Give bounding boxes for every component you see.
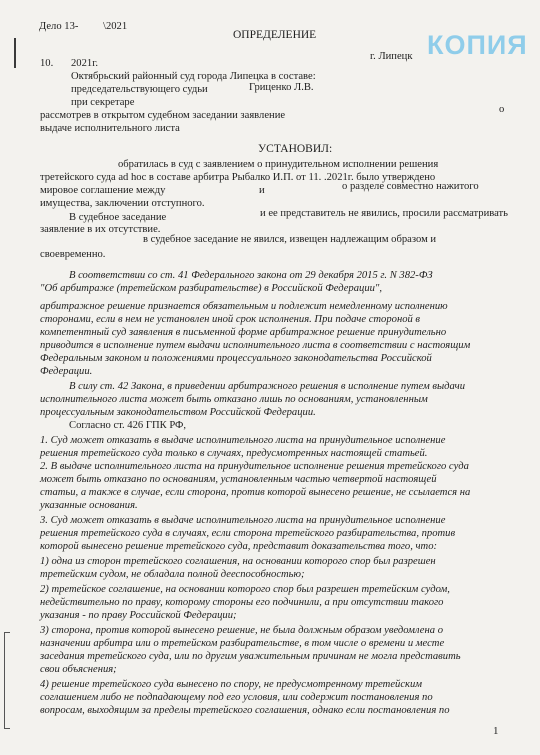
court-line-1: Октябрьский районный суд города Липецка в составе:	[71, 71, 316, 82]
law-line-29: заседания третейского суда, или по другим уважительным причинам не могла представить	[40, 651, 461, 662]
para-2-line-1a: В судебное заседание	[69, 212, 167, 223]
date-year: 2021г.	[71, 58, 98, 69]
court-line-4-end: о	[499, 104, 505, 115]
para-1-line-3c: о разделе совместно нажитого	[342, 181, 479, 192]
law-line-30: свои объяснения;	[40, 664, 117, 675]
law-line-5: компетентный суд заявления в письменной форме арбитражное решение принудительно	[40, 327, 447, 338]
law-line-4: сторонами, если в нем не установлен иной срок исполнения. При подаче стороной в	[40, 314, 421, 325]
law-line-8: Федерации.	[40, 366, 93, 377]
law-line-17: статьи, а также в случае, если сторона, против которой вынесено решение, не ссылается на	[40, 487, 471, 498]
para-1-line-1: обратилась в суд с заявлением о принудительном исполнении решения	[118, 159, 439, 170]
law-line-28: назначении арбитра или о третейском разбирательстве, в том числе о времени и месте	[40, 638, 445, 649]
page-number: 1	[493, 725, 499, 737]
para-1-line-3a: мировое соглашение между	[40, 185, 166, 196]
para-1-line-4: имущества, заключении отступного.	[40, 198, 205, 209]
law-line-15: 2. В выдаче исполнительного листа на принудительное исполнение решения третейского суда	[40, 461, 469, 472]
law-line-14: решения третейского суда только в случаях, предусмотренных настоящей статьей.	[40, 448, 428, 459]
law-line-11: процессуальным законодательством Российской Федерации.	[40, 407, 316, 418]
law-line-23: третейским судом, не обладала полной дееспособностью;	[40, 569, 305, 580]
section-heading: УСТАНОВИЛ:	[258, 143, 333, 155]
court-line-3: при секретаре	[71, 97, 135, 108]
law-line-7: Федеральным законом и положениями процессуального законодательства Российской	[40, 353, 432, 364]
law-line-25: недействительно по праву, которому стороны его подчинили, а при отсутствии такого	[40, 597, 444, 608]
case-number: Дело 13-	[39, 21, 79, 32]
law-line-31: 4) решение третейского суда вынесено по спору, не предусмотренному третейским	[40, 679, 423, 690]
law-line-13: 1. Суд может отказать в выдаче исполнительного листа на принудительное исполнение	[40, 435, 446, 446]
law-line-32: соглашением либо не подпадающему под его условия, или содержит постановления по	[40, 692, 433, 703]
law-line-3: арбитражное решение признается обязательным и подлежит немедленному исполнению	[40, 301, 448, 312]
judge-name: Гриценко Л.В.	[249, 82, 314, 93]
para-3-line-2: своевременно.	[40, 249, 106, 260]
law-line-18: указанные основания.	[40, 500, 138, 511]
law-line-27: 3) сторона, против которой вынесено решение, не была должным образом уведомлена о	[40, 625, 444, 636]
para-2-line-1b: и ее представитель не явились, просили рассматривать	[260, 208, 509, 219]
law-line-33: вопросам, выходящим за пределы третейского соглашения, однако если постановления по	[40, 705, 450, 716]
law-line-6: приводится в исполнение путем выдачи исполнительного листа в соответствии с настоящим	[40, 340, 471, 351]
law-line-9: В силу ст. 42 Закона, в приведении арбитражного решения в исполнение путем выдачи	[69, 381, 466, 392]
para-1-line-2: третейского суда ad hoc в составе арбитра Рыбалко И.П. от 11. .2021г. было утверждено	[40, 172, 436, 183]
margin-mark	[14, 38, 16, 68]
law-line-20: решения третейского суда в случаях, если сторона третейского разбирательства, против	[40, 528, 456, 539]
law-line-21: которой вынесено решение третейского суда, представит доказательства того, что:	[40, 541, 438, 552]
copy-stamp: КОПИЯ	[427, 30, 528, 60]
law-line-10: исполнительного листа может быть отказано лишь по основаниям, установленным	[40, 394, 428, 405]
court-line-2: председательствующего судьи	[71, 84, 208, 95]
law-line-24: 2) третейское соглашение, на основании которого спор был разрешен третейским судом,	[40, 584, 450, 595]
para-3-line-1: в судебное заседание не явился, извещен надлежащим образом и	[143, 234, 437, 245]
margin-bracket	[4, 632, 10, 729]
city: г. Липецк	[370, 51, 413, 62]
law-line-26: указания - по праву Российской Федерации;	[40, 610, 237, 621]
case-year: \2021	[103, 21, 128, 32]
law-line-16: может быть отказано по основаниям, установленным частью четвертой настоящей	[40, 474, 437, 485]
law-line-2: "Об арбитраже (третейском разбирательстве) в Российской Федерации",	[40, 283, 383, 294]
law-line-12: Согласно ст. 426 ГПК РФ,	[69, 420, 187, 431]
law-line-19: 3. Суд может отказать в выдаче исполнительного листа на принудительное исполнение	[40, 515, 446, 526]
para-2-line-2: заявление в их отсутствие.	[40, 224, 161, 235]
para-1-line-3b: и	[259, 185, 265, 196]
law-line-1: В соответствии со ст. 41 Федерального закона от 29 декабря 2015 г. N 382-ФЗ	[69, 270, 433, 281]
court-line-4: рассмотрев в открытом судебном заседании заявление	[40, 110, 286, 121]
document-title: ОПРЕДЕЛЕНИЕ	[233, 29, 317, 41]
date-day: 10.	[40, 58, 54, 69]
law-line-22: 1) одна из сторон третейского соглашения, на основании которого спор был разрешен	[40, 556, 436, 567]
court-line-5: выдаче исполнительного листа	[40, 123, 180, 134]
